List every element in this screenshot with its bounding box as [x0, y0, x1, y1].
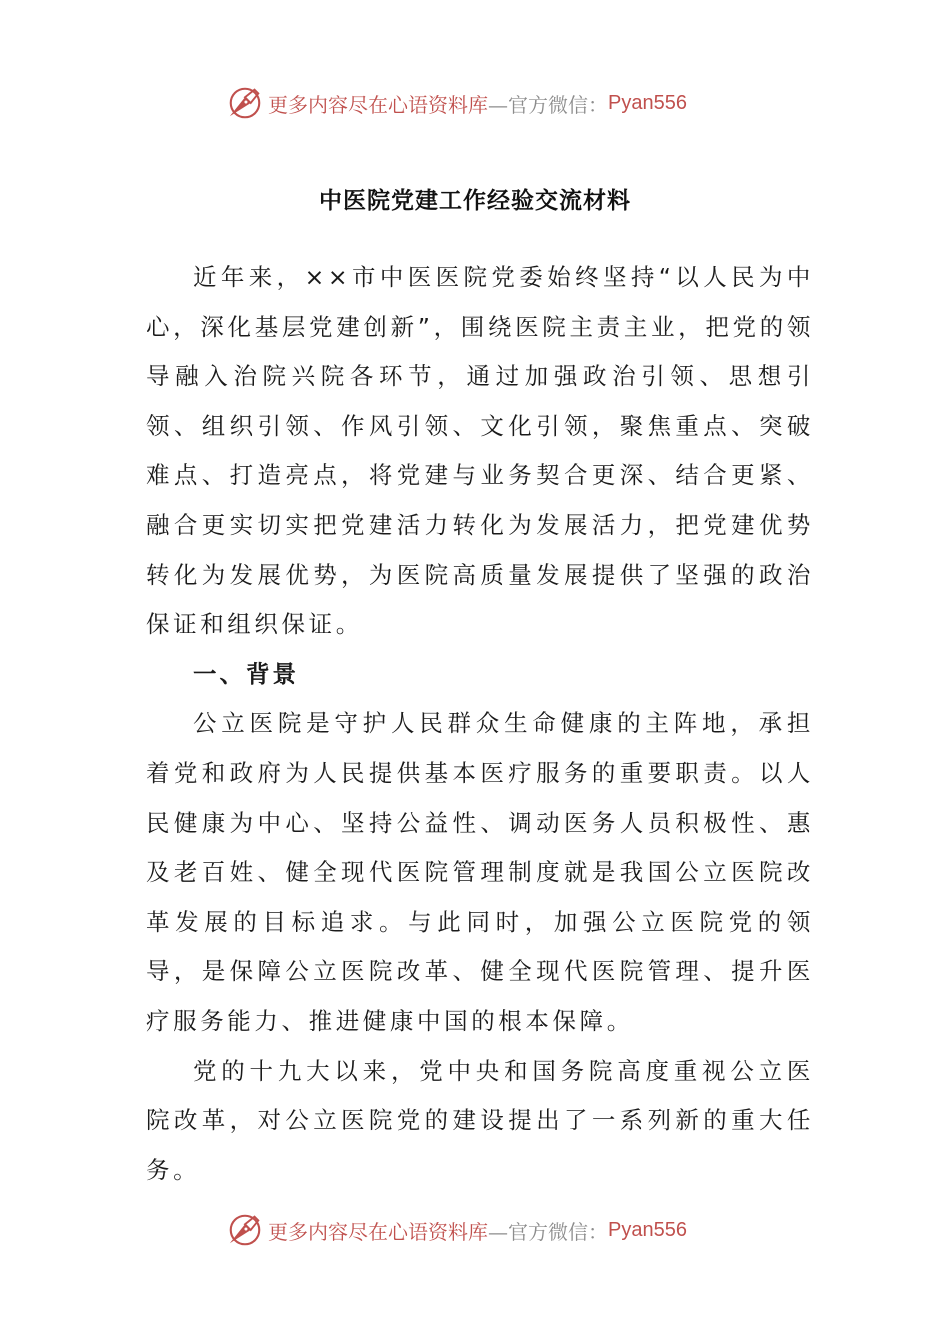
banner-wechat-id: Pyan556	[608, 1218, 687, 1241]
pen-nib-logo-icon	[226, 1211, 264, 1249]
banner-text: 更多内容尽在心语资料库	[268, 92, 488, 117]
section-paragraph: 党的十九大以来，党中央和国务院高度重视公立医院改革，对公立医院党的建设提出了一系列新的重大任务。	[146, 1056, 814, 1184]
section-paragraph: 公立医院是守护人民群众生命健康的主阵地，承担着党和政府为人民提供基本医疗服务的重要职责。以人民健康为中心、坚持公益性、调动医务人员积极性、惠及老百姓、健全现代医院管理制度就是我国公立医院改革发展的目标追求。与此同时，加强公立医院党的领导，是保障公立医院改革、健全现代医院管理、提升医疗服务能力、推进健康中国的根本保障。	[146, 709, 814, 1035]
banner-text: 更多内容尽在心语资料库	[268, 1219, 488, 1244]
pen-nib-logo-icon	[226, 84, 264, 122]
header-banner	[226, 83, 687, 123]
section-heading: 一、背景	[193, 659, 299, 688]
banner-wechat-label: —官方微信：	[488, 92, 608, 117]
banner-wechat-id: Pyan556	[608, 91, 687, 114]
document-body	[146, 253, 814, 1195]
intro-paragraph: 近年来，××市中医医院党委始终坚持“以人民为中心，深化基层党建创新”，围绕医院主责主业，把党的领导融入治院兴院各环节，通过加强政治引领、思想引领、组织引领、作风引领、文化引领，聚焦重点、突破难点、打造亮点，将党建与业务契合更深、结合更紧、融合更实切实把党建活力转化为发展活力，把党建优势转化为发展优势，为医院高质量发展提供了坚强的政治保证和组织保证。	[146, 263, 814, 639]
banner-wechat-label: —官方微信：	[488, 1219, 608, 1244]
document-title: 中医院党建工作经验交流材料	[319, 188, 631, 214]
footer-banner	[226, 1210, 687, 1250]
